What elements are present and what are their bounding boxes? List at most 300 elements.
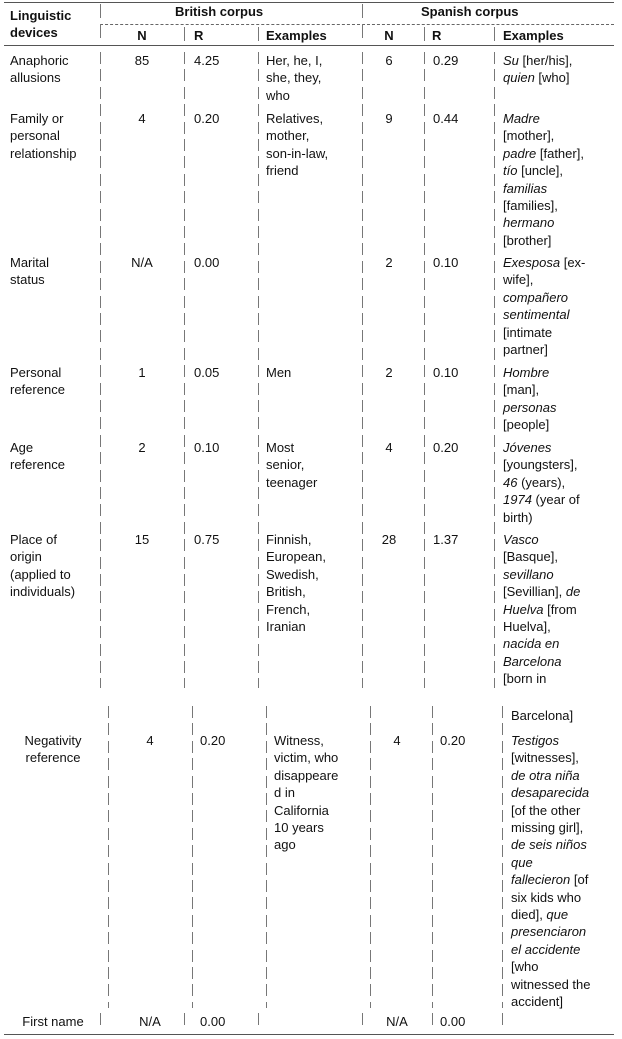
spanish-n-value: 9 <box>385 111 393 126</box>
spanish-example-line <box>503 110 584 127</box>
device-label <box>10 254 98 289</box>
column-divider <box>494 313 495 325</box>
spanish-example-line <box>503 474 580 491</box>
spanish-examples <box>503 254 585 358</box>
spanish-n-value: N/A <box>386 1014 408 1029</box>
column-divider <box>424 139 425 151</box>
spanish-r-value: 0.44 <box>433 111 459 126</box>
column-divider <box>108 897 109 909</box>
column-divider <box>362 644 363 656</box>
column-divider <box>184 365 185 377</box>
device-label-line: Negativity <box>24 733 82 748</box>
column-divider <box>362 626 363 638</box>
header-spanish-corpus: Spanish corpus <box>421 4 519 19</box>
column-divider <box>362 591 363 603</box>
spanish-term: sevillano <box>503 566 554 582</box>
column-divider <box>424 226 425 238</box>
english-gloss: [man], <box>503 382 540 398</box>
column-divider <box>100 348 101 360</box>
column-divider <box>362 557 363 569</box>
column-divider <box>424 365 425 377</box>
spanish-example-line <box>503 491 580 508</box>
spanish-n-value: 6 <box>385 53 393 68</box>
column-divider <box>100 557 101 569</box>
british-examples <box>274 732 338 854</box>
column-divider <box>432 897 433 909</box>
british-example-line: Iranian <box>266 619 306 635</box>
english-gloss: [Sevillian], <box>503 584 566 600</box>
header-devices-line-1: Linguistic <box>10 8 72 23</box>
british-examples <box>266 364 291 381</box>
british-examples <box>266 531 326 635</box>
spanish-example-line <box>511 767 591 784</box>
column-divider <box>424 156 425 168</box>
column-divider <box>266 950 267 962</box>
british-examples <box>266 439 317 491</box>
column-divider <box>108 967 109 979</box>
column-divider <box>424 87 425 99</box>
column-divider <box>184 226 185 238</box>
column-divider <box>494 261 495 273</box>
column-divider <box>258 52 259 64</box>
device-label-line: reference <box>10 382 65 398</box>
column-divider <box>192 932 193 944</box>
british-header-dashed-rule <box>100 24 360 25</box>
british-example-line: Witness, <box>274 733 324 748</box>
column-divider <box>108 776 109 788</box>
column-divider <box>362 278 363 290</box>
column-divider <box>362 678 363 688</box>
column-divider <box>502 950 503 962</box>
column-divider <box>362 226 363 238</box>
column-divider <box>266 1002 267 1008</box>
column-divider <box>502 706 503 718</box>
british-example-line: senior, <box>266 457 305 473</box>
column-divider <box>100 678 101 688</box>
column-divider <box>192 1002 193 1008</box>
column-divider <box>100 296 101 308</box>
column-divider <box>362 417 363 429</box>
column-divider <box>424 557 425 569</box>
spanish-example-line <box>503 197 584 214</box>
column-divider <box>370 776 371 788</box>
column-divider <box>362 87 363 99</box>
british-example-line: British, <box>266 584 306 600</box>
header-bottom-rule <box>4 45 614 46</box>
column-divider <box>266 863 267 875</box>
column-divider <box>184 243 185 255</box>
column-divider <box>362 609 363 621</box>
column-divider <box>108 915 109 927</box>
column-divider <box>362 574 363 586</box>
british-n-value: 85 <box>134 53 150 68</box>
column-divider <box>494 591 495 603</box>
british-r-value: 0.75 <box>194 532 220 547</box>
column-divider <box>494 400 495 412</box>
column-divider <box>100 209 101 221</box>
column-divider <box>258 296 259 308</box>
column-divider <box>502 758 503 770</box>
spanish-r-value: 0.20 <box>433 440 459 455</box>
column-divider <box>424 104 425 116</box>
column-divider <box>258 261 259 273</box>
british-example-line: Most <box>266 440 295 455</box>
spanish-term: 1974 <box>503 492 532 508</box>
column-divider <box>424 626 425 638</box>
header-british-examples: Examples <box>266 28 327 43</box>
spanish-example-line <box>503 601 580 618</box>
british-example-line: who <box>266 87 290 103</box>
spanish-term: padre <box>503 145 537 161</box>
british-example-line: ago <box>274 837 296 853</box>
column-divider <box>184 504 185 516</box>
english-gloss: wife], <box>503 272 534 288</box>
column-divider <box>192 758 193 770</box>
english-gloss: [mother], <box>503 128 555 144</box>
column-divider <box>108 845 109 857</box>
column-divider <box>192 950 193 962</box>
device-label-line: Marital <box>10 255 50 270</box>
column-divider <box>100 661 101 673</box>
column-divider <box>100 470 101 482</box>
british-n-value: 15 <box>134 532 150 547</box>
column-divider <box>100 330 101 342</box>
spanish-term: Jóvenes <box>503 440 552 455</box>
column-divider <box>100 313 101 325</box>
column-divider <box>100 574 101 586</box>
column-divider <box>494 487 495 499</box>
english-gloss: [born in <box>503 671 547 687</box>
spanish-example-line <box>503 635 580 652</box>
header-spanish-n: N <box>384 28 394 43</box>
british-n-value: N/A <box>131 255 153 270</box>
english-gloss: [who] <box>534 70 570 86</box>
column-divider <box>494 626 495 638</box>
column-divider <box>258 522 259 534</box>
column-divider <box>502 984 503 996</box>
header-spanish-r: R <box>432 28 442 43</box>
column-divider <box>494 296 495 308</box>
spanish-example-line <box>511 923 591 940</box>
device-label <box>19 1013 87 1030</box>
column-divider <box>362 504 363 516</box>
spanish-n-value: 4 <box>393 733 401 748</box>
spanish-example-line <box>503 127 584 144</box>
spanish-example-line <box>511 906 591 923</box>
column-divider <box>258 365 259 377</box>
column-divider <box>424 348 425 360</box>
column-divider <box>502 915 503 927</box>
spanish-term: hermano <box>503 215 555 231</box>
device-label-line: personal <box>10 128 60 144</box>
spanish-example-line <box>503 306 585 323</box>
device-label-line: relationship <box>10 145 77 161</box>
device-label-line: reference <box>10 457 65 473</box>
spanish-example-line <box>503 439 580 456</box>
column-divider <box>266 741 267 753</box>
british-n-value: 1 <box>138 365 146 380</box>
device-label-line: Place of <box>10 532 57 547</box>
column-divider <box>494 522 495 534</box>
column-divider <box>258 330 259 342</box>
column-divider <box>432 1013 433 1025</box>
spanish-examples <box>503 364 556 434</box>
column-divider <box>258 69 259 81</box>
column-divider <box>192 845 193 857</box>
british-example-line: 10 years <box>274 820 324 836</box>
column-divider <box>184 661 185 673</box>
spanish-example-line <box>503 254 585 271</box>
column-divider <box>424 487 425 499</box>
column-divider <box>494 574 495 586</box>
british-example-line: French, <box>266 601 311 617</box>
column-divider <box>432 1002 433 1008</box>
column-divider <box>258 661 259 673</box>
column-divider <box>258 678 259 688</box>
column-divider <box>100 417 101 429</box>
spanish-term: de seis niños <box>511 837 587 853</box>
spanish-term: Su <box>503 53 519 68</box>
column-divider <box>184 87 185 99</box>
column-divider <box>258 1013 259 1025</box>
spanish-example-line <box>503 566 580 583</box>
column-divider <box>258 139 259 151</box>
spanish-example-line <box>511 802 591 819</box>
column-divider <box>494 87 495 99</box>
column-divider <box>502 932 503 944</box>
column-divider <box>184 69 185 81</box>
spanish-example-line <box>503 214 584 231</box>
column-divider <box>424 504 425 516</box>
column-divider <box>192 706 193 718</box>
header-british-n: N <box>137 28 147 43</box>
column-divider <box>184 522 185 534</box>
british-example-line: son-in-law, <box>266 145 329 161</box>
device-label-line: origin <box>10 549 42 565</box>
column-divider <box>424 174 425 186</box>
column-divider <box>494 470 495 482</box>
column-divider <box>362 487 363 499</box>
column-divider <box>494 191 495 203</box>
column-divider <box>100 156 101 168</box>
column-divider <box>258 156 259 168</box>
column-divider <box>362 313 363 325</box>
column-divider <box>184 574 185 586</box>
column-divider <box>184 296 185 308</box>
column-divider <box>424 539 425 551</box>
column-divider <box>184 122 185 134</box>
column-divider <box>192 776 193 788</box>
column-divider <box>258 313 259 325</box>
english-gloss: [her/his], <box>518 53 573 68</box>
column-divider <box>494 122 495 134</box>
british-example-line: disappeare <box>274 767 339 783</box>
column-divider <box>424 417 425 429</box>
column-divider <box>184 330 185 342</box>
english-gloss: [witnesses], <box>511 750 579 766</box>
column-divider <box>100 626 101 638</box>
spanish-example-line <box>511 871 591 888</box>
column-divider <box>432 863 433 875</box>
column-divider <box>424 330 425 342</box>
spanish-r-value: 0.10 <box>433 255 459 270</box>
spanish-n-value: 28 <box>381 532 397 547</box>
device-label-line: Age <box>10 440 34 455</box>
spanish-example-line <box>503 180 584 197</box>
column-divider <box>184 313 185 325</box>
british-r-value: 0.00 <box>194 255 220 270</box>
column-divider <box>370 950 371 962</box>
column-divider <box>494 678 495 688</box>
column-divider <box>258 243 259 255</box>
column-divider <box>494 435 495 447</box>
column-divider <box>100 226 101 238</box>
spanish-example-continuation: Barcelona] <box>511 708 574 723</box>
column-divider <box>362 4 363 18</box>
spanish-term: Testigos <box>511 733 559 748</box>
column-divider <box>258 609 259 621</box>
spanish-r-value: 0.20 <box>440 733 466 748</box>
column-divider <box>494 383 495 395</box>
column-divider <box>266 758 267 770</box>
british-example-line: Swedish, <box>266 566 319 582</box>
british-r-value: 0.20 <box>194 111 220 126</box>
column-divider <box>424 261 425 273</box>
column-divider <box>370 810 371 822</box>
british-example-line: friend <box>266 163 299 179</box>
column-divider <box>494 156 495 168</box>
column-divider <box>494 452 495 464</box>
column-divider <box>502 845 503 857</box>
spanish-term: Barcelona <box>503 653 562 669</box>
column-divider <box>184 539 185 551</box>
column-divider <box>362 330 363 342</box>
spanish-example-line <box>503 324 585 341</box>
british-example-line: teenager <box>266 474 318 490</box>
column-divider <box>502 1013 503 1025</box>
column-divider <box>424 452 425 464</box>
spanish-example-line <box>511 993 591 1010</box>
english-gloss: (year of <box>531 492 580 508</box>
column-divider <box>362 69 363 81</box>
spanish-term: Madre <box>503 111 540 126</box>
column-divider <box>100 87 101 99</box>
column-divider <box>362 348 363 360</box>
column-divider <box>192 793 193 805</box>
column-divider <box>100 504 101 516</box>
column-divider <box>362 296 363 308</box>
column-divider <box>424 243 425 255</box>
spanish-r-value: 0.29 <box>433 53 459 68</box>
column-divider <box>502 741 503 753</box>
column-divider <box>184 644 185 656</box>
column-divider <box>424 400 425 412</box>
column-divider <box>432 828 433 840</box>
english-gloss: (years), <box>517 474 566 490</box>
column-divider <box>258 27 259 41</box>
british-example-line: d in <box>274 785 295 801</box>
column-divider <box>362 174 363 186</box>
column-divider <box>494 174 495 186</box>
spanish-examples <box>503 110 584 249</box>
column-divider <box>432 741 433 753</box>
british-example-line: Finnish, <box>266 532 312 547</box>
column-divider <box>192 828 193 840</box>
column-divider <box>266 776 267 788</box>
column-divider <box>258 504 259 516</box>
column-divider <box>258 278 259 290</box>
column-divider <box>432 723 433 735</box>
british-r-value: 0.00 <box>200 1014 226 1029</box>
english-gloss: six kids who <box>511 889 582 905</box>
column-divider <box>100 4 101 18</box>
column-divider <box>108 828 109 840</box>
spanish-example-line <box>503 341 585 358</box>
spanish-example-line <box>511 854 591 871</box>
column-divider <box>362 1013 363 1025</box>
column-divider <box>494 557 495 569</box>
british-example-line: European, <box>266 549 326 565</box>
spanish-r-value: 1.37 <box>433 532 459 547</box>
spanish-term: nacida en <box>503 636 560 652</box>
column-divider <box>432 776 433 788</box>
spanish-example-line <box>511 976 591 993</box>
column-divider <box>184 156 185 168</box>
british-n-value: N/A <box>139 1014 161 1029</box>
column-divider <box>494 139 495 151</box>
column-divider <box>370 828 371 840</box>
column-divider <box>108 758 109 770</box>
english-gloss: died], <box>511 907 547 923</box>
spanish-term: que <box>546 907 569 923</box>
column-divider <box>192 915 193 927</box>
column-divider <box>424 313 425 325</box>
english-gloss: witnessed the <box>511 976 591 992</box>
column-divider <box>494 330 495 342</box>
column-divider <box>494 504 495 516</box>
british-examples <box>266 110 328 180</box>
column-divider <box>100 278 101 290</box>
column-divider <box>100 69 101 81</box>
column-divider <box>100 139 101 151</box>
column-divider <box>266 845 267 857</box>
column-divider <box>184 52 185 64</box>
british-example-line: California <box>274 802 329 818</box>
column-divider <box>108 793 109 805</box>
spanish-example-line <box>511 889 591 906</box>
column-divider <box>502 880 503 892</box>
english-gloss: [uncle], <box>517 163 563 179</box>
spanish-example-line <box>503 381 556 398</box>
column-divider <box>494 539 495 551</box>
header-british-r: R <box>194 28 204 43</box>
british-n-value: 4 <box>138 111 146 126</box>
column-divider <box>258 626 259 638</box>
column-divider <box>192 741 193 753</box>
column-divider <box>362 191 363 203</box>
column-divider <box>266 932 267 944</box>
device-label <box>10 52 98 87</box>
column-divider <box>502 1002 503 1008</box>
column-divider <box>432 932 433 944</box>
spanish-example-line <box>503 509 580 526</box>
spanish-examples <box>503 52 572 87</box>
column-divider <box>108 863 109 875</box>
device-label-line: Family or <box>10 111 64 126</box>
spanish-example-line <box>511 784 591 801</box>
english-gloss: accident] <box>511 994 564 1010</box>
column-divider <box>184 261 185 273</box>
